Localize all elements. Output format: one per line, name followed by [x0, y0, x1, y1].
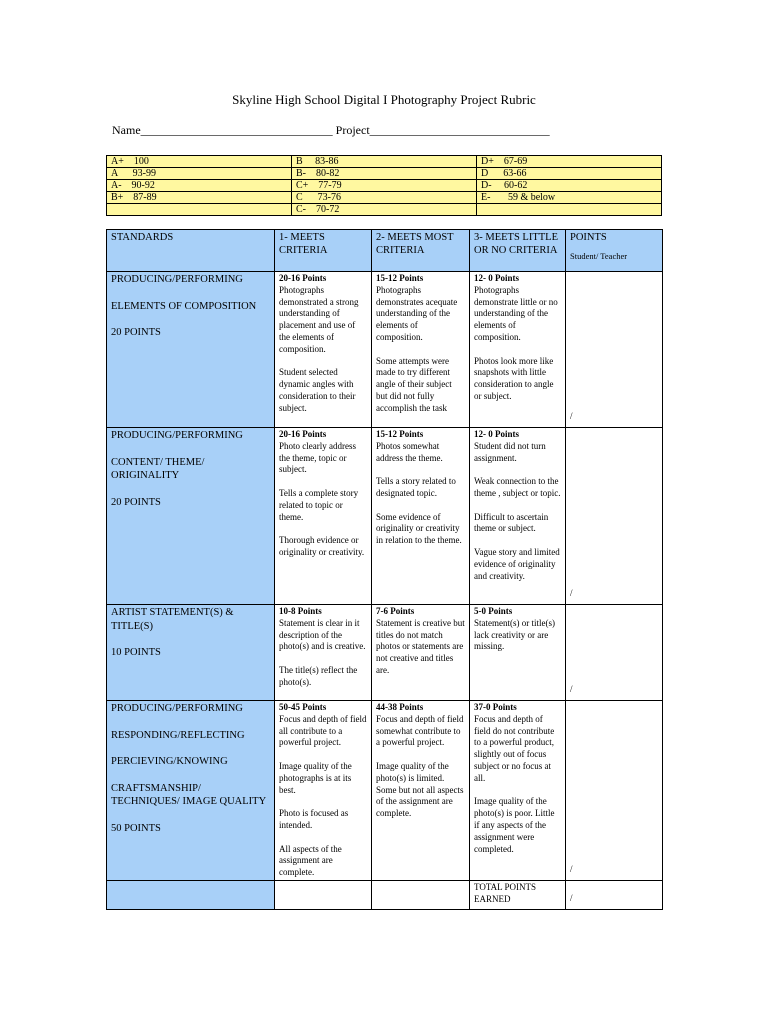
criteria-text: Some attempts were made to try different angle of their subject but did not fully accomplish the task [376, 355, 452, 413]
grade-cell: C 73-76 [292, 192, 477, 204]
criteria-text: Photographs demonstrate little or no understanding of the elements of composition. [474, 284, 558, 342]
criteria-points: 12- 0 Points [474, 429, 519, 439]
criteria-cell [275, 428, 372, 605]
grade-cell: D- 60-62 [477, 180, 662, 192]
grade-scale-table [106, 155, 662, 216]
criteria-text: Tells a story related to designated topic. [376, 476, 456, 498]
criteria-text: Photos somewhat address the theme. [376, 440, 443, 463]
grade-cell: E- 59 & below [477, 192, 662, 204]
criteria-text: Focus and depth of field do not contribute to a powerful product, slightly out of focus subject or no focus at all. [474, 713, 555, 783]
criteria-text: Thorough evidence or originality or creativity. [279, 535, 365, 557]
grade-cell: D 63-66 [477, 168, 662, 180]
criteria-cell [372, 701, 470, 881]
criteria-cell [470, 701, 566, 881]
criteria-text: Difficult to ascertain theme or subject. [474, 511, 549, 534]
total-blank-1 [275, 881, 372, 910]
grade-cell [107, 204, 292, 216]
standard-line: PRODUCING/PERFORMING [111, 703, 243, 714]
standard-line: ELEMENTS OF COMPOSITION [111, 300, 257, 312]
points-header-sub: Student/ Teacher [570, 251, 628, 261]
standard-line: 20 POINTS [111, 496, 161, 508]
grade-row [107, 156, 662, 168]
criteria-text: Photo is focused as intended. [279, 808, 349, 830]
criteria-text: Image quality of the photo(s) is limited. Some but not all aspects of the assignment are complete. [376, 760, 464, 819]
criteria-text: Weak connection to the theme , subject or topic. [474, 476, 561, 498]
grade-row [107, 180, 662, 192]
criteria-cell [372, 272, 470, 428]
grade-row [107, 168, 662, 180]
criteria-text: Student selected dynamic angles with consideration to their subject. [279, 367, 356, 413]
points-entry-field[interactable]: / [566, 428, 663, 605]
grade-cell: D+ 67-69 [477, 156, 662, 168]
name-label: Name [112, 123, 141, 137]
criteria-cell [372, 428, 470, 605]
criteria-points: 12- 0 Points [474, 273, 519, 283]
criteria-text: Photos look more like snapshots with little consideration to angle or subject. [474, 355, 554, 401]
grade-cell: C+ 77-79 [292, 180, 477, 192]
grade-cell: A- 90-92 [107, 180, 292, 192]
standard-line: CONTENT/ THEME/ ORIGINALITY [111, 456, 205, 481]
standard-line: PRODUCING/PERFORMING [111, 274, 243, 285]
criteria-points: 20-16 Points [279, 429, 327, 439]
criteria-text: The title(s) reflect the photo(s). [279, 664, 358, 687]
points-entry-field[interactable]: / [566, 701, 663, 881]
criteria-points: 50-45 Points [279, 702, 327, 712]
points-entry-field[interactable]: / [566, 272, 663, 428]
grade-cell: B 83-86 [292, 156, 477, 168]
rubric-row [107, 428, 663, 605]
standard-line: PRODUCING/PERFORMING [111, 430, 243, 441]
standard-line: PERCIEVING/KNOWING [111, 756, 228, 767]
standard-line: CRAFTSMANSHIP/ TECHNIQUES/ IMAGE QUALITY [111, 782, 267, 807]
rubric-row [107, 701, 663, 881]
total-row [107, 881, 663, 910]
grade-cell: B+ 87-89 [107, 192, 292, 204]
points-header [566, 230, 663, 272]
points-header-label: POINTS [570, 232, 607, 243]
criteria-text: Tells a complete story related to topic or theme. [279, 487, 359, 522]
meets-criteria-header: 1- MEETS CRITERIA [275, 230, 372, 272]
criteria-text: Statement is creative but titles do not match photos or statements are not creative and titles are. [376, 617, 465, 675]
criteria-points: 44-38 Points [376, 702, 424, 712]
standard-line: RESPONDING/REFLECTING [111, 729, 245, 741]
criteria-cell [372, 605, 470, 701]
criteria-text: Vague story and limited evidence of originality and creativity. [474, 546, 560, 581]
standard-line: 20 POINTS [111, 327, 161, 338]
grade-cell: A 93-99 [107, 168, 292, 180]
grade-cell [477, 204, 662, 216]
grade-row [107, 192, 662, 204]
rubric-row [107, 605, 663, 701]
criteria-text: All aspects of the assignment are complete. [279, 843, 342, 878]
rubric-row [107, 272, 663, 428]
points-entry-field[interactable]: / [566, 605, 663, 701]
criteria-text: Student did not turn assignment. [474, 440, 546, 463]
standard-line: ARTIST STATEMENT(S) & TITLE(S) [111, 607, 234, 632]
rubric-table [106, 229, 663, 910]
name-project-line [112, 123, 550, 138]
standard-cell [107, 272, 275, 428]
standards-header: STANDARDS [107, 230, 275, 272]
total-blank-standard [107, 881, 275, 910]
project-blank[interactable]: ______________________________ [369, 123, 550, 137]
criteria-text: Statement(s) or title(s) lack creativity or are missing. [474, 617, 555, 652]
standard-line: 10 POINTS [111, 647, 161, 658]
criteria-text: Photographs demonstrates acequate understanding of the elements of composition. [376, 284, 458, 342]
criteria-text: Focus and depth of field all contribute to a powerful project. [279, 713, 367, 748]
criteria-points: 20-16 Points [279, 273, 327, 283]
total-points-field[interactable]: / [566, 881, 663, 910]
standard-cell [107, 428, 275, 605]
criteria-cell [470, 428, 566, 605]
rubric-header-row [107, 230, 663, 272]
total-blank-2 [372, 881, 470, 910]
criteria-cell [275, 701, 372, 881]
project-label: Project [335, 123, 370, 137]
criteria-text: Image quality of the photo(s) is poor. Little if any aspects of the assignment were completed. [474, 796, 555, 854]
criteria-text: Image quality of the photographs is at its best. [279, 760, 352, 795]
criteria-text: Statement is clear in it description of the photo(s) and is creative. [279, 617, 366, 652]
criteria-cell [275, 605, 372, 701]
standard-cell [107, 605, 275, 701]
grade-cell: A+ 100 [107, 156, 292, 168]
standard-line: 50 POINTS [111, 822, 161, 834]
criteria-points: 37-0 Points [474, 702, 517, 712]
criteria-points: 5-0 Points [474, 606, 513, 616]
total-points-label: TOTAL POINTS EARNED [470, 881, 566, 910]
criteria-text: Focus and depth of field somewhat contribute to a powerful project. [376, 713, 464, 748]
criteria-points: 15-12 Points [376, 273, 424, 283]
criteria-points: 10-8 Points [279, 606, 322, 616]
criteria-cell [470, 605, 566, 701]
criteria-text: Some evidence of originality or creativity in relation to the theme. [376, 511, 462, 546]
grade-cell: B- 80-82 [292, 168, 477, 180]
criteria-text: Photographs demonstrated a strong understanding of placement and use of the elements of composition. [279, 284, 359, 354]
meets-little-header: 3- MEETS LITTLE OR NO CRITERIA [470, 230, 566, 272]
criteria-cell [275, 272, 372, 428]
criteria-points: 15-12 Points [376, 429, 424, 439]
criteria-text: Photo clearly address the theme, topic or subject. [279, 440, 356, 475]
document-title: Skyline High School Digital I Photography Project Rubric [232, 92, 536, 107]
standard-cell [107, 701, 275, 881]
meets-most-header: 2- MEETS MOST CRITERIA [372, 230, 470, 272]
grade-row [107, 204, 662, 216]
grade-cell: C- 70-72 [292, 204, 477, 216]
criteria-points: 7-6 Points [376, 606, 415, 616]
criteria-cell [470, 272, 566, 428]
name-blank[interactable]: ________________________________ [140, 123, 333, 137]
